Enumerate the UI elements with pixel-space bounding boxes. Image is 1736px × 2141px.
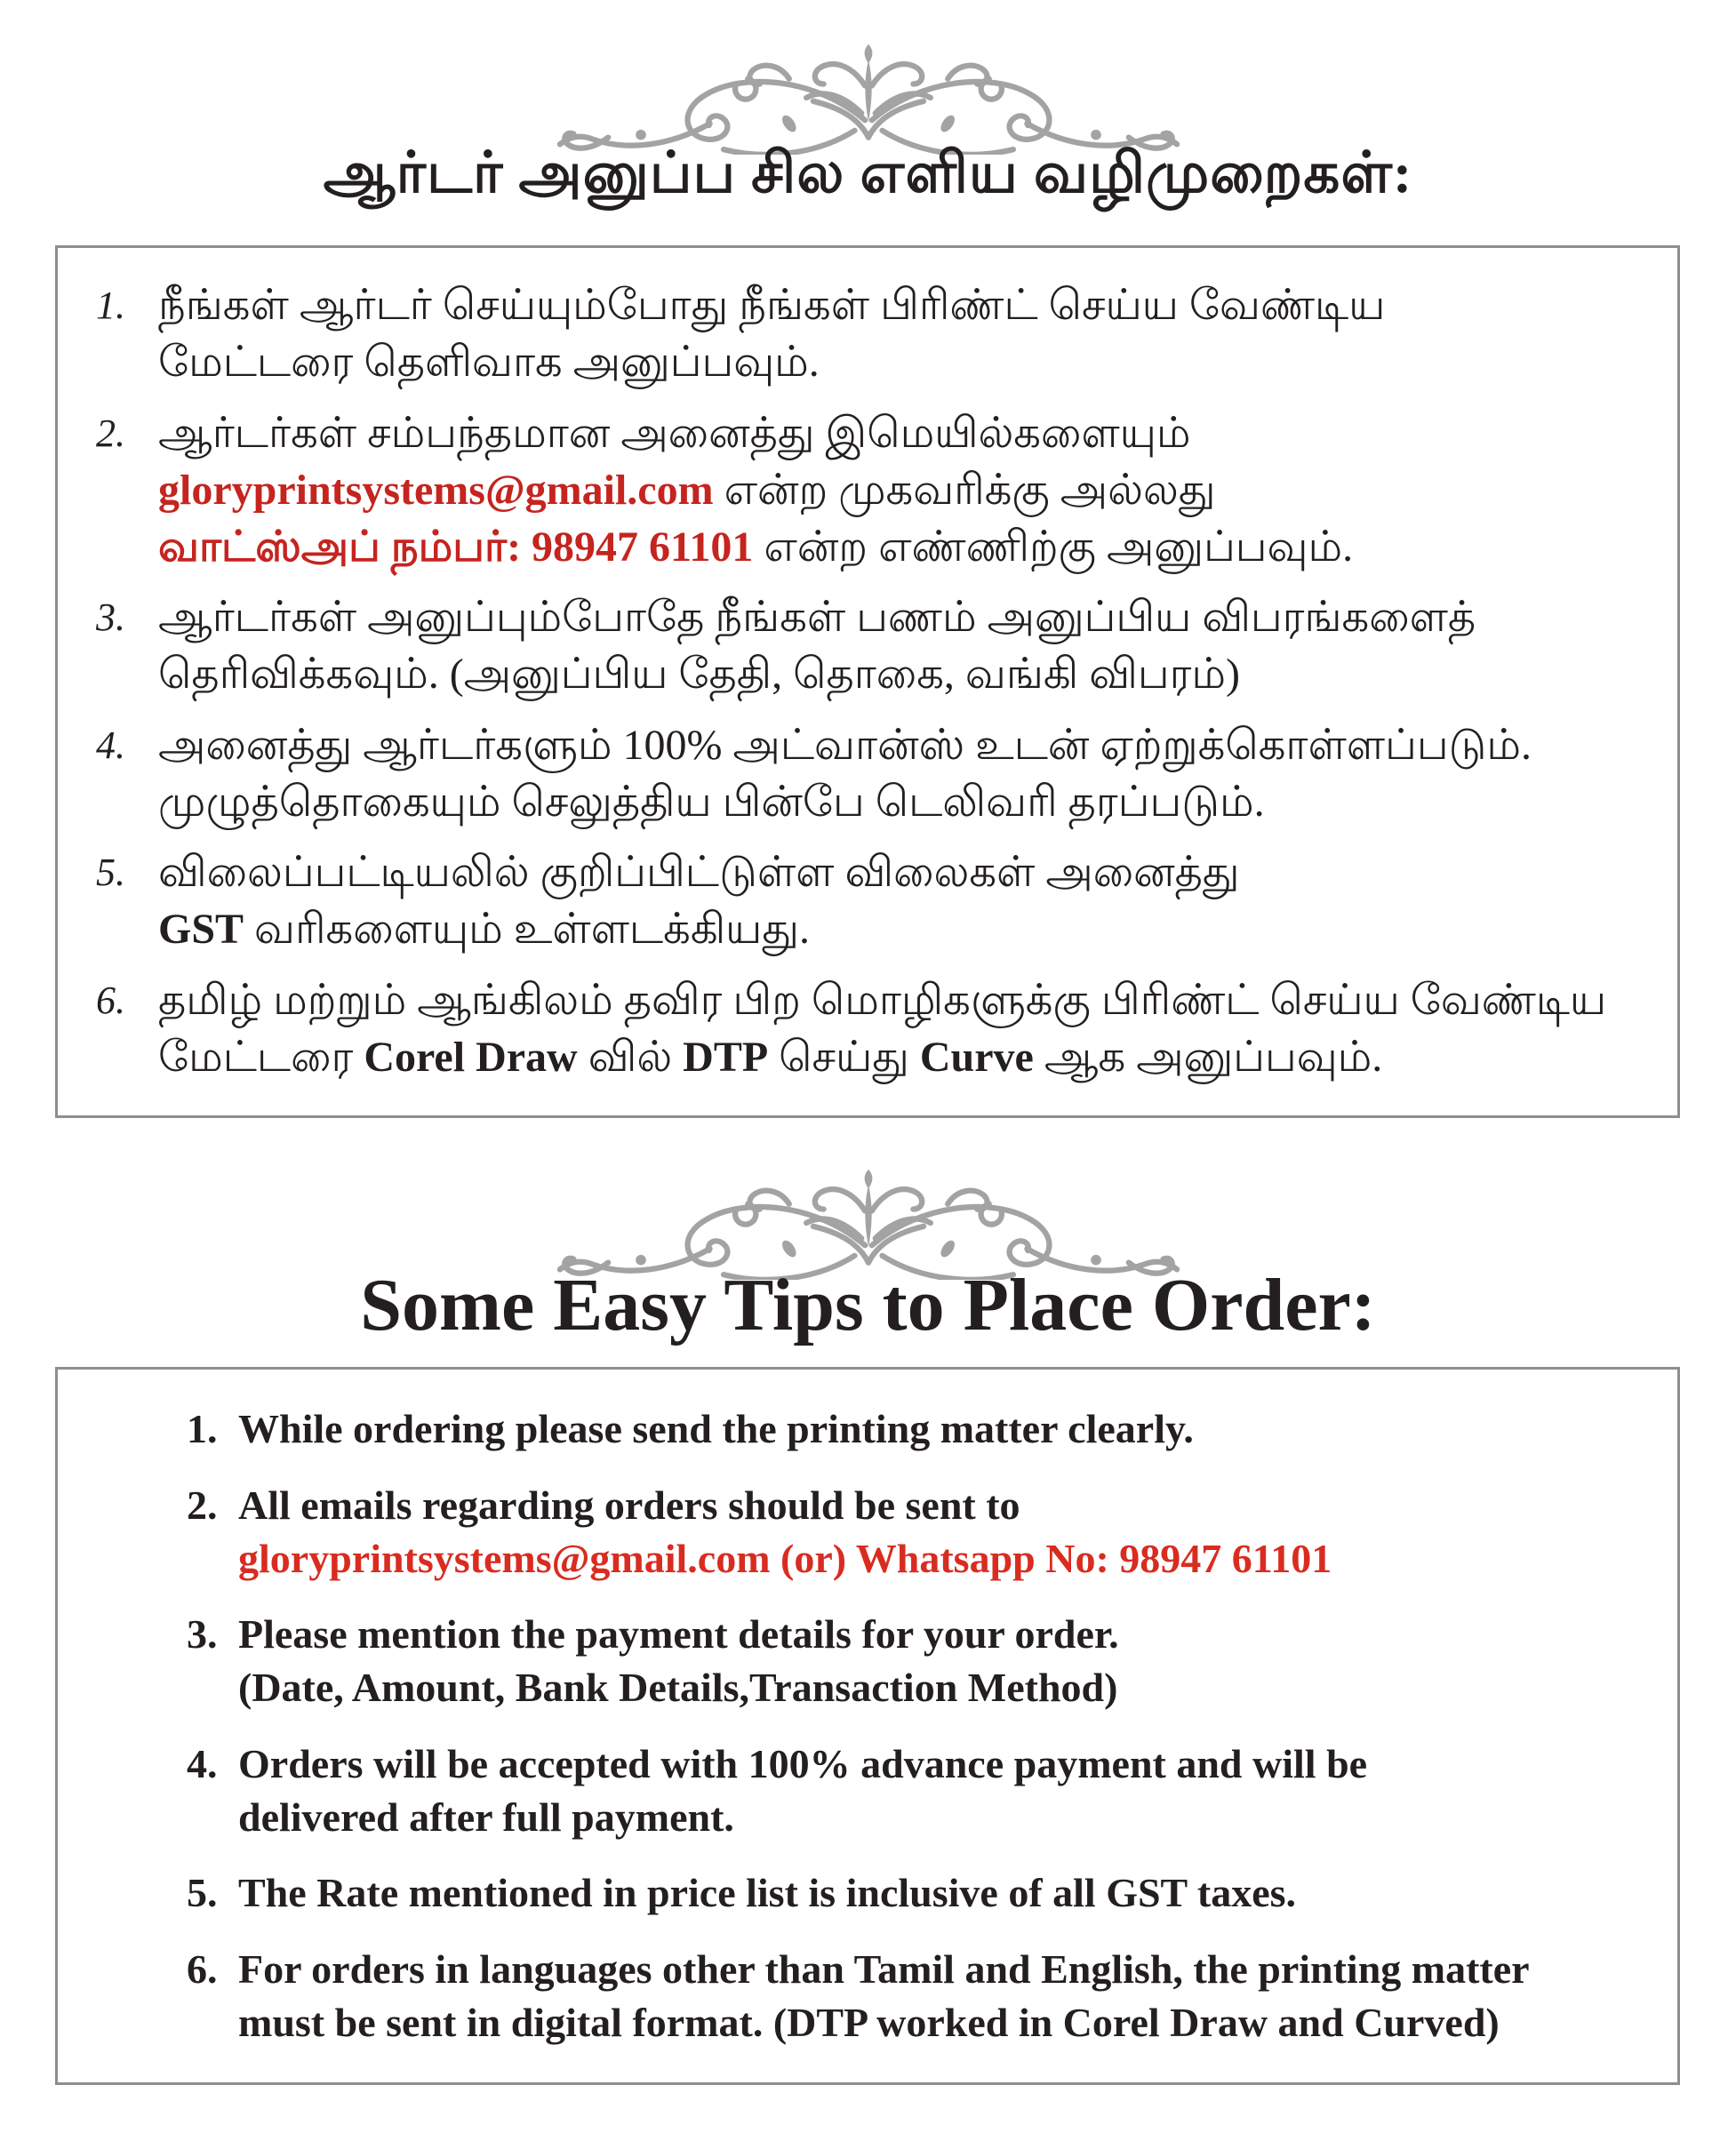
- step-line-text: மேட்டரை: [158, 1033, 364, 1081]
- step-line: The Rate mentioned in price list is inclusive of all GST taxes.: [238, 1870, 1297, 1916]
- step-text: [238, 1943, 1642, 2049]
- step-line: delivered after full payment.: [238, 1793, 734, 1840]
- flourish-divider-top: [0, 41, 1736, 155]
- step-number: 1.: [187, 1406, 218, 1452]
- step-line: All emails regarding orders should be sent to: [238, 1482, 1020, 1528]
- step-number: 6.: [96, 978, 125, 1022]
- step-number: 2.: [96, 411, 125, 455]
- step-number: 3.: [187, 1611, 218, 1658]
- tamil-step-1: [96, 277, 1642, 391]
- step-line: [158, 901, 1642, 958]
- english-page-title: Some Easy Tips to Place Order:: [360, 1264, 1376, 1346]
- step-line-text: என்ற எண்ணிற்கு அனுப்பவும்.: [753, 523, 1354, 571]
- step-text: [158, 844, 1642, 958]
- step-line: Orders will be accepted with 100% advance payment and will be: [238, 1740, 1368, 1786]
- step-text: [158, 589, 1642, 703]
- step-line: [158, 519, 1642, 576]
- step-line: Please mention the payment details for your order.: [238, 1611, 1119, 1658]
- step-line: ஆர்டர்கள் அனுப்பும்போதே நீங்கள் பணம் அனுப்பிய விபரங்களைத்: [158, 594, 1476, 642]
- step-line: (Date, Amount, Bank Details,Transaction Method): [238, 1665, 1118, 1711]
- step-line-text: ஆக அனுப்பவும்.: [1033, 1033, 1383, 1081]
- tamil-step-5: [96, 844, 1642, 958]
- tamil-step-3: [96, 589, 1642, 703]
- email-address: gloryprintsystems@gmail.com: [158, 466, 714, 514]
- english-tip-3: [187, 1608, 1642, 1714]
- step-line-text: வில்: [577, 1033, 684, 1081]
- tamil-step-2: [96, 405, 1642, 576]
- step-line: [158, 1029, 1642, 1086]
- tamil-step-4: [96, 717, 1642, 831]
- step-text: [158, 717, 1642, 831]
- step-text: [158, 277, 1642, 391]
- step-number: 4.: [187, 1740, 218, 1786]
- corel-draw-label: Corel Draw: [364, 1033, 578, 1081]
- step-number: 3.: [96, 595, 125, 640]
- step-text: [158, 405, 1642, 576]
- curve-label: Curve: [919, 1033, 1034, 1081]
- step-number: 1.: [96, 284, 125, 328]
- step-number: 4.: [96, 723, 125, 767]
- step-line: For orders in languages other than Tamil and English, the printing matter: [238, 1945, 1530, 1992]
- step-text: [238, 1608, 1642, 1714]
- step-line: தமிழ் மற்றும் ஆங்கிலம் தவிர பிற மொழிகளுக்கு பிரிண்ட் செய்ய வேண்டிய: [158, 976, 1607, 1024]
- gst-label: GST: [158, 906, 244, 954]
- english-tip-2: [187, 1479, 1642, 1586]
- step-number: 6.: [187, 1945, 218, 1992]
- english-tip-6: [187, 1943, 1642, 2049]
- step-text: [238, 1738, 1642, 1844]
- tamil-instructions-box: [55, 245, 1680, 1118]
- step-line-text: என்ற முகவரிக்கு அல்லது: [713, 466, 1216, 514]
- whatsapp-number: வாட்ஸ்அப் நம்பர்: 98947 61101: [158, 523, 754, 571]
- email-and-whatsapp-line: gloryprintsystems@gmail.com (or) Whatsapp No: 98947 61101: [238, 1535, 1332, 1581]
- step-line-text: செய்து: [768, 1033, 920, 1081]
- step-number: 5.: [187, 1870, 218, 1916]
- step-number: 5.: [96, 851, 125, 895]
- flourish-ornament-icon: [557, 41, 1180, 155]
- step-line: While ordering please send the printing matter clearly.: [238, 1406, 1194, 1452]
- dtp-label: DTP: [683, 1033, 769, 1081]
- step-number: 2.: [187, 1482, 218, 1528]
- step-line: நீங்கள் ஆர்டர் செய்யும்போது நீங்கள் பிரிண்ட் செய்ய வேண்டிய: [158, 282, 1386, 330]
- english-tip-5: [187, 1866, 1642, 1920]
- tamil-page-title: ஆர்டர் அனுப்ப சில எளிய வழிமுறைகள்:: [323, 141, 1413, 204]
- tamil-step-6: [96, 972, 1642, 1086]
- english-tip-1: [187, 1402, 1642, 1456]
- step-line: [158, 462, 1642, 519]
- step-line: முழுத்தொகையும் செலுத்திய பின்பே டெலிவரி தரப்படும்.: [158, 778, 1265, 826]
- step-line: மேட்டரை தெளிவாக அனுப்பவும்.: [158, 339, 820, 387]
- step-line: விலைப்பட்டியலில் குறிப்பிட்டுள்ள விலைகள் அனைத்து: [158, 849, 1240, 897]
- step-line-text: வரிகளையும் உள்ளடக்கியது.: [244, 906, 810, 954]
- step-line: ஆர்டர்கள் சம்பந்தமான அனைத்து இமெயில்களையும்: [158, 409, 1191, 457]
- step-line: தெரிவிக்கவும். (அனுப்பிய தேதி, தொகை, வங்கி விபரம்): [158, 651, 1240, 699]
- english-tips-box: [55, 1367, 1680, 2085]
- step-text: [158, 972, 1642, 1086]
- step-line: must be sent in digital format. (DTP worked in Corel Draw and Curved): [238, 1999, 1500, 2045]
- step-text: [238, 1402, 1642, 1456]
- english-tip-4: [187, 1738, 1642, 1844]
- step-text: [238, 1479, 1642, 1586]
- step-text: [238, 1866, 1642, 1920]
- step-line: அனைத்து ஆர்டர்களும் 100% அட்வான்ஸ் உடன் ஏற்றுக்கொள்ளப்படும்.: [158, 721, 1532, 769]
